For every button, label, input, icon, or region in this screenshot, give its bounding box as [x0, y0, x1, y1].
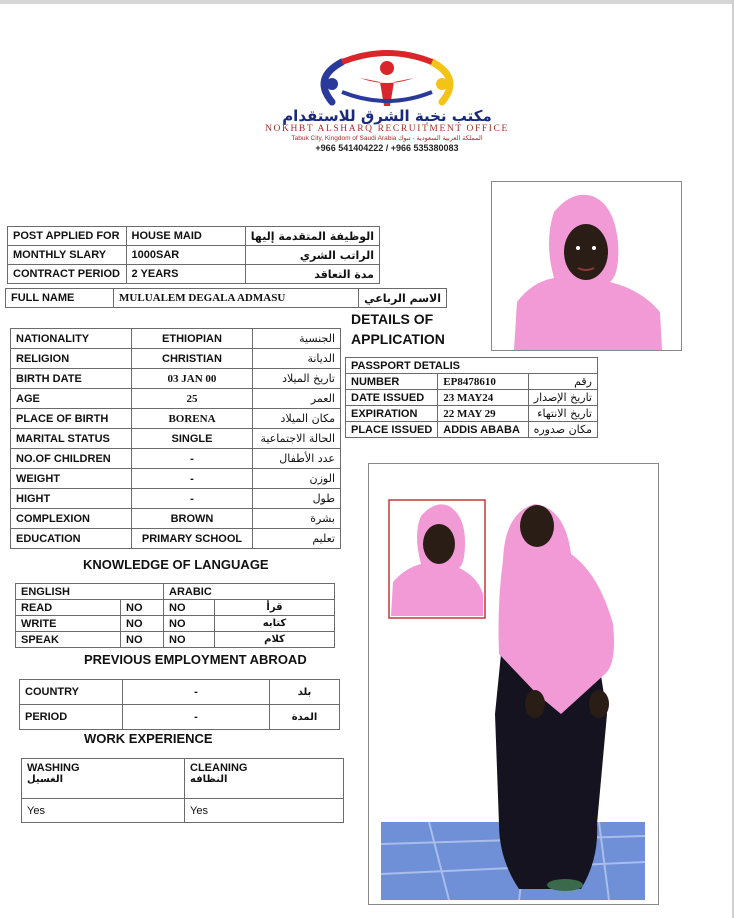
experience-table: [21, 758, 344, 823]
nationality-label-ar: الجنسية: [253, 329, 341, 349]
country-label-ar: بلد: [270, 680, 340, 705]
place-of-birth-value: BORENA: [132, 409, 253, 429]
company-logo: [232, 48, 542, 160]
employment-table: [19, 679, 340, 730]
details-heading: DETAILS OF APPLICATION: [351, 311, 445, 347]
contract-label-ar: مدة التعاقد: [245, 265, 379, 284]
washing-value: Yes: [22, 799, 185, 823]
country-value: -: [123, 680, 270, 705]
company-phones: +966 541404222 / +966 535380083: [315, 143, 459, 153]
expiration-label-ar: تاريخ الانتهاء: [528, 406, 597, 422]
complexion-value: BROWN: [132, 509, 253, 529]
religion-label-ar: الديانة: [253, 349, 341, 369]
post-value: HOUSE MAID: [126, 227, 245, 246]
place-issued-label-ar: مكان صدوره: [528, 422, 597, 438]
salary-value: 1000SAR: [126, 246, 245, 265]
arabic-header: ARABIC: [164, 584, 335, 600]
education-label: EDUCATION: [11, 529, 132, 549]
religion-label: RELIGION: [11, 349, 132, 369]
full-name-value: MULUALEM DEGALA ADMASU: [114, 289, 359, 308]
company-logo-icon: [302, 48, 472, 110]
write-label-ar: كتابه: [215, 616, 335, 632]
washing-label: WASHING: [27, 762, 80, 774]
children-value: -: [132, 449, 253, 469]
place-of-birth-label-ar: مكان الميلاد: [253, 409, 341, 429]
date-issued-label: DATE ISSUED: [346, 390, 438, 406]
salary-label: MONTHLY SLARY: [8, 246, 127, 265]
place-issued-value: ADDIS ABABA: [438, 422, 528, 438]
height-label: HIGHT: [11, 489, 132, 509]
birth-date-value: 03 JAN 00: [132, 369, 253, 389]
company-address: Tabuk City, Kingdom of Saudi Arabia المملكة العربية السعودية - تبوك: [291, 135, 483, 142]
speak-label: SPEAK: [16, 632, 121, 648]
weight-label-ar: الوزن: [253, 469, 341, 489]
place-issued-label: PLACE ISSUED: [346, 422, 438, 438]
children-label: NO.OF CHILDREN: [11, 449, 132, 469]
speak-label-ar: كلام: [215, 632, 335, 648]
nationality-label: NATIONALITY: [11, 329, 132, 349]
speak-arabic: NO: [164, 632, 215, 648]
full-body-photo-icon: [369, 464, 658, 904]
employment-heading: PREVIOUS EMPLOYMENT ABROAD: [84, 652, 307, 667]
cleaning-label: CLEANING: [190, 762, 248, 774]
portrait-photo: [491, 181, 682, 351]
write-arabic: NO: [164, 616, 215, 632]
passport-table: [345, 357, 598, 438]
nationality-value: ETHIOPIAN: [132, 329, 253, 349]
marital-status-label: MARITAL STATUS: [11, 429, 132, 449]
country-label: COUNTRY: [20, 680, 123, 705]
weight-label: WEIGHT: [11, 469, 132, 489]
experience-heading: WORK EXPERIENCE: [84, 731, 213, 746]
read-english: NO: [121, 600, 164, 616]
english-header: ENGLISH: [16, 584, 164, 600]
post-label: POST APPLIED FOR: [8, 227, 127, 246]
company-name-english: NOKHBT ALSHARQ RECRUITMENT OFFICE: [265, 124, 509, 134]
passport-title: PASSPORT DETALIS: [346, 358, 598, 374]
passport-number-label: NUMBER: [346, 374, 438, 390]
cleaning-cell: [185, 759, 344, 799]
date-issued-value: 23 MAY24: [438, 390, 528, 406]
job-table: [7, 226, 380, 284]
cleaning-label-ar: النظافه: [190, 774, 228, 785]
full-body-photo: [368, 463, 659, 905]
date-issued-label-ar: تاريخ الإصدار: [528, 390, 597, 406]
complexion-label: COMPLEXION: [11, 509, 132, 529]
period-label-ar: المدة: [270, 705, 340, 730]
washing-cell: [22, 759, 185, 799]
language-heading: KNOWLEDGE OF LANGUAGE: [83, 557, 269, 572]
post-label-ar: الوظيفة المتقدمة إليها: [245, 227, 379, 246]
height-value: -: [132, 489, 253, 509]
language-table: [15, 583, 335, 648]
marital-status-label-ar: الحالة الاجتماعية: [253, 429, 341, 449]
education-label-ar: تعليم: [253, 529, 341, 549]
read-label: READ: [16, 600, 121, 616]
birth-date-label: BIRTH DATE: [11, 369, 132, 389]
religion-value: CHRISTIAN: [132, 349, 253, 369]
write-label: WRITE: [16, 616, 121, 632]
read-arabic: NO: [164, 600, 215, 616]
contract-value: 2 YEARS: [126, 265, 245, 284]
washing-label-ar: الغسيل: [27, 774, 64, 785]
personal-table: [10, 328, 341, 549]
salary-label-ar: الراتب الشري: [245, 246, 379, 265]
expiration-label: EXPIRATION: [346, 406, 438, 422]
read-label-ar: قرأ: [215, 600, 335, 616]
period-label: PERIOD: [20, 705, 123, 730]
expiration-value: 22 MAY 29: [438, 406, 528, 422]
marital-status-value: SINGLE: [132, 429, 253, 449]
company-name-arabic: مكتب نخبة الشرق للاستقدام: [282, 107, 492, 125]
complexion-label-ar: بشرة: [253, 509, 341, 529]
passport-number-value: EP8478610: [438, 374, 528, 390]
place-of-birth-label: PLACE OF BIRTH: [11, 409, 132, 429]
speak-english: NO: [121, 632, 164, 648]
top-border: [0, 0, 734, 4]
age-label-ar: العمر: [253, 389, 341, 409]
age-label: AGE: [11, 389, 132, 409]
write-english: NO: [121, 616, 164, 632]
age-value: 25: [132, 389, 253, 409]
weight-value: -: [132, 469, 253, 489]
height-label-ar: طول: [253, 489, 341, 509]
cleaning-value: Yes: [185, 799, 344, 823]
passport-number-label-ar: رقم: [528, 374, 597, 390]
birth-date-label-ar: تاريخ الميلاد: [253, 369, 341, 389]
portrait-photo-icon: [492, 182, 681, 350]
full-name-table: [5, 288, 447, 308]
children-label-ar: عدد الأطفال: [253, 449, 341, 469]
full-name-label-ar: الاسم الرباعي: [359, 289, 447, 308]
contract-label: CONTRACT PERIOD: [8, 265, 127, 284]
education-value: PRIMARY SCHOOL: [132, 529, 253, 549]
full-name-label: FULL NAME: [6, 289, 114, 308]
period-value: -: [123, 705, 270, 730]
